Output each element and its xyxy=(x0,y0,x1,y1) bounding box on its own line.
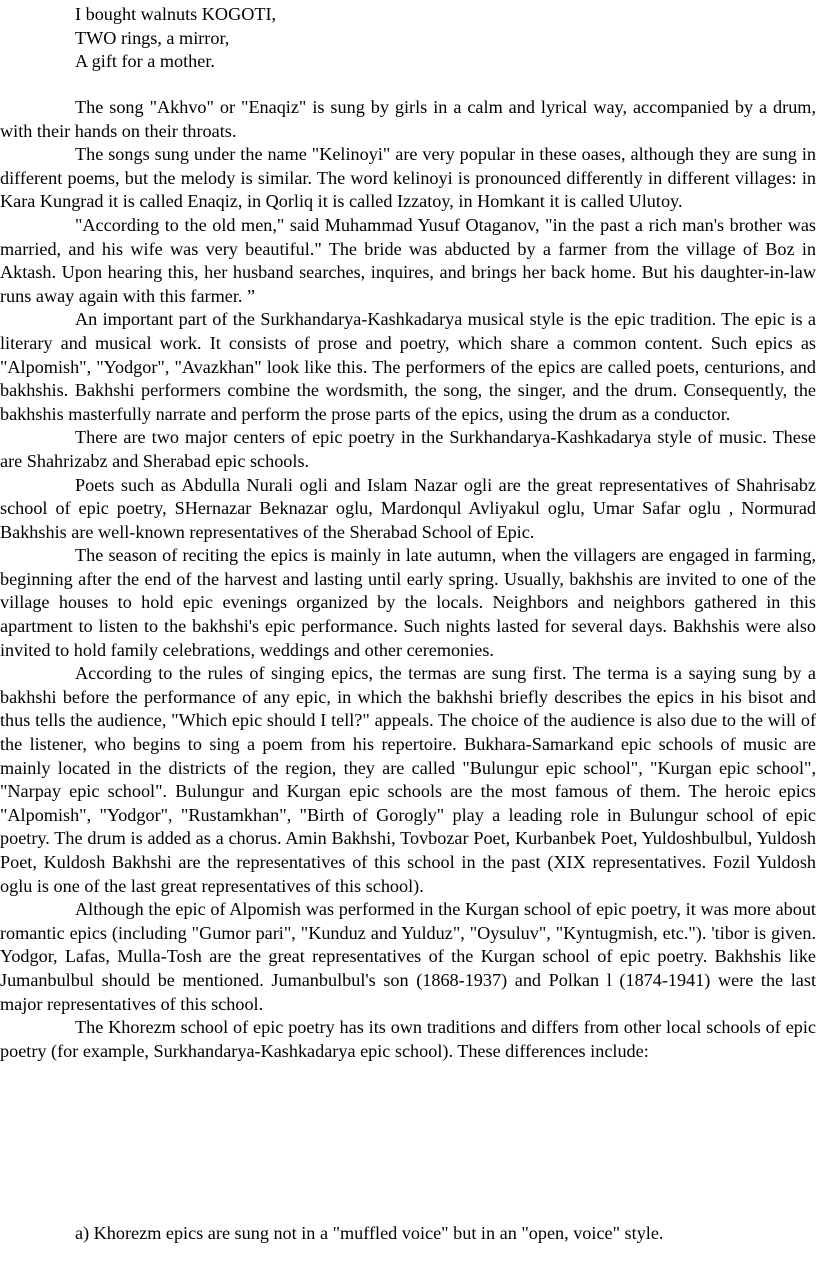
paragraph: The songs sung under the name "Kelinoyi" are very popular in these oases, although they are sung in different poems, but the melody is similar. The word kelinoyi is pronounced differently in different villages: in Kara Kungrad it is called Enaqiz, in Qorliq it is called Izzatoy, in Homkant it is called Ulutoy. xyxy=(0,144,816,212)
paragraph: According to the rules of singing epics, the termas are sung first. The terma is a saying sung by a bakhshi before the performance of any epic, in which the bakhshi briefly describes the epics in his bisot and thus tells the audience, "Which epic should I tell?" appeals. The choice of the audience is also due to the will of the listener, who begins to sing a poem from his repertoire. Bukhara-Samarkand epic schools of music are mainly located in the districts of the region, they are called "Bulungur epic school", "Kurgan epic school", "Narpay epic school". Bulungur and Kurgan epic schools are the most famous of them. The heroic epics "Alpomish", "Yodgor", "Rustamkhan", "Birth of Gorogly" play a leading role in Bulungur school of epic poetry. The drum is added as a chorus. Amin Bakhshi, Tovbozar Poet, Kurbanbek Poet, Yuldoshbulbul, Yuldosh Poet, Kuldosh Bakhshi are the representatives of this school in the past (XIX representatives. Fozil Yuldosh oglu is one of the last great representatives of this school). xyxy=(0,663,816,896)
paragraph: An important part of the Surkhandarya-Kashkadarya musical style is the epic tradition. The epic is a literary and musical work. It consists of prose and poetry, which share a common content. Such epics as "Alpomish", "Yodgor", "Avazkhan" look like this. The performers of the epics are called poets, centurions, and bakhshis. Bakhshi performers combine the wordsmith, the song, the singer, and the drum. Consequently, the bakhshis masterfully narrate and perform the prose parts of the epics, using the drum as a conductor. xyxy=(0,309,816,424)
verse-line: TWO rings, a mirror, xyxy=(75,27,230,48)
verse-line: I bought walnuts KOGOTI, xyxy=(75,4,277,24)
verse-line: A gift for a mother. xyxy=(75,51,215,72)
paragraph: The season of reciting the epics is mainly in late autumn, when the villagers are engaged in farming, beginning after the end of the harvest and lasting until early spring. Usually, bakhshis are invited to one of the village houses to hold epic evenings organized by the locals. Neighbors and neighbors gathered in this apartment to listen to the bakhshi's epic performance. Such nights lasted for several days. Bakhshis were also invited to hold family celebrations, weddings and other ceremonies. xyxy=(0,545,816,660)
list-item: a) Khorezm epics are sung not in a "muffled voice" but in an "open, voice" style. xyxy=(75,1223,664,1243)
paragraph: Poets such as Abdulla Nurali ogli and Islam Nazar ogli are the great representatives of Shahrisabz school of epic poetry, SHernazar Beknazar oglu, Mardonqul Avliyakul oglu, Umar Safar oglu , Normurad Bakhshis are well-known representatives of the Sherabad School of Epic. xyxy=(0,474,816,542)
paragraph: The song "Akhvo" or "Enaqiz" is sung by girls in a calm and lyrical way, accompanied by a drum, with their hands on their throats. xyxy=(0,97,816,141)
paragraph: Although the epic of Alpomish was performed in the Kurgan school of epic poetry, it was more about romantic epics (including "Gumor pari", "Kunduz and Yulduz", "Oysuluv", "Kyntugmish, etc."). 'tibor is given. Yodgor, Lafas, Mulla-Tosh are the great representatives of the Kurgan school of epic poetry. Bakhshis like Jumanbulbul should be mentioned. Jumanbulbul's son (1868-1937) and Polkan l (1874-1941) were the last major representatives of this school. xyxy=(0,899,816,1014)
body-text xyxy=(0,96,816,1063)
poem-verse xyxy=(75,3,276,74)
paragraph: The Khorezm school of epic poetry has its own traditions and differs from other local schools of epic poetry (for example, Surkhandarya-Kashkadarya epic school). These differences include: xyxy=(0,1017,816,1061)
paragraph: "According to the old men," said Muhammad Yusuf Otaganov, "in the past a rich man's brother was married, and his wife was very beautiful." The bride was abducted by a farmer from the village of Boz in Aktash. Upon hearing this, her husband searches, inquires, and brings her back home. But his daughter-in-law runs away again with this farmer. ” xyxy=(0,214,816,306)
paragraph: There are two major centers of epic poetry in the Surkhandarya-Kashkadarya style of music. These are Shahrizabz and Sherabad epic schools. xyxy=(0,427,816,471)
